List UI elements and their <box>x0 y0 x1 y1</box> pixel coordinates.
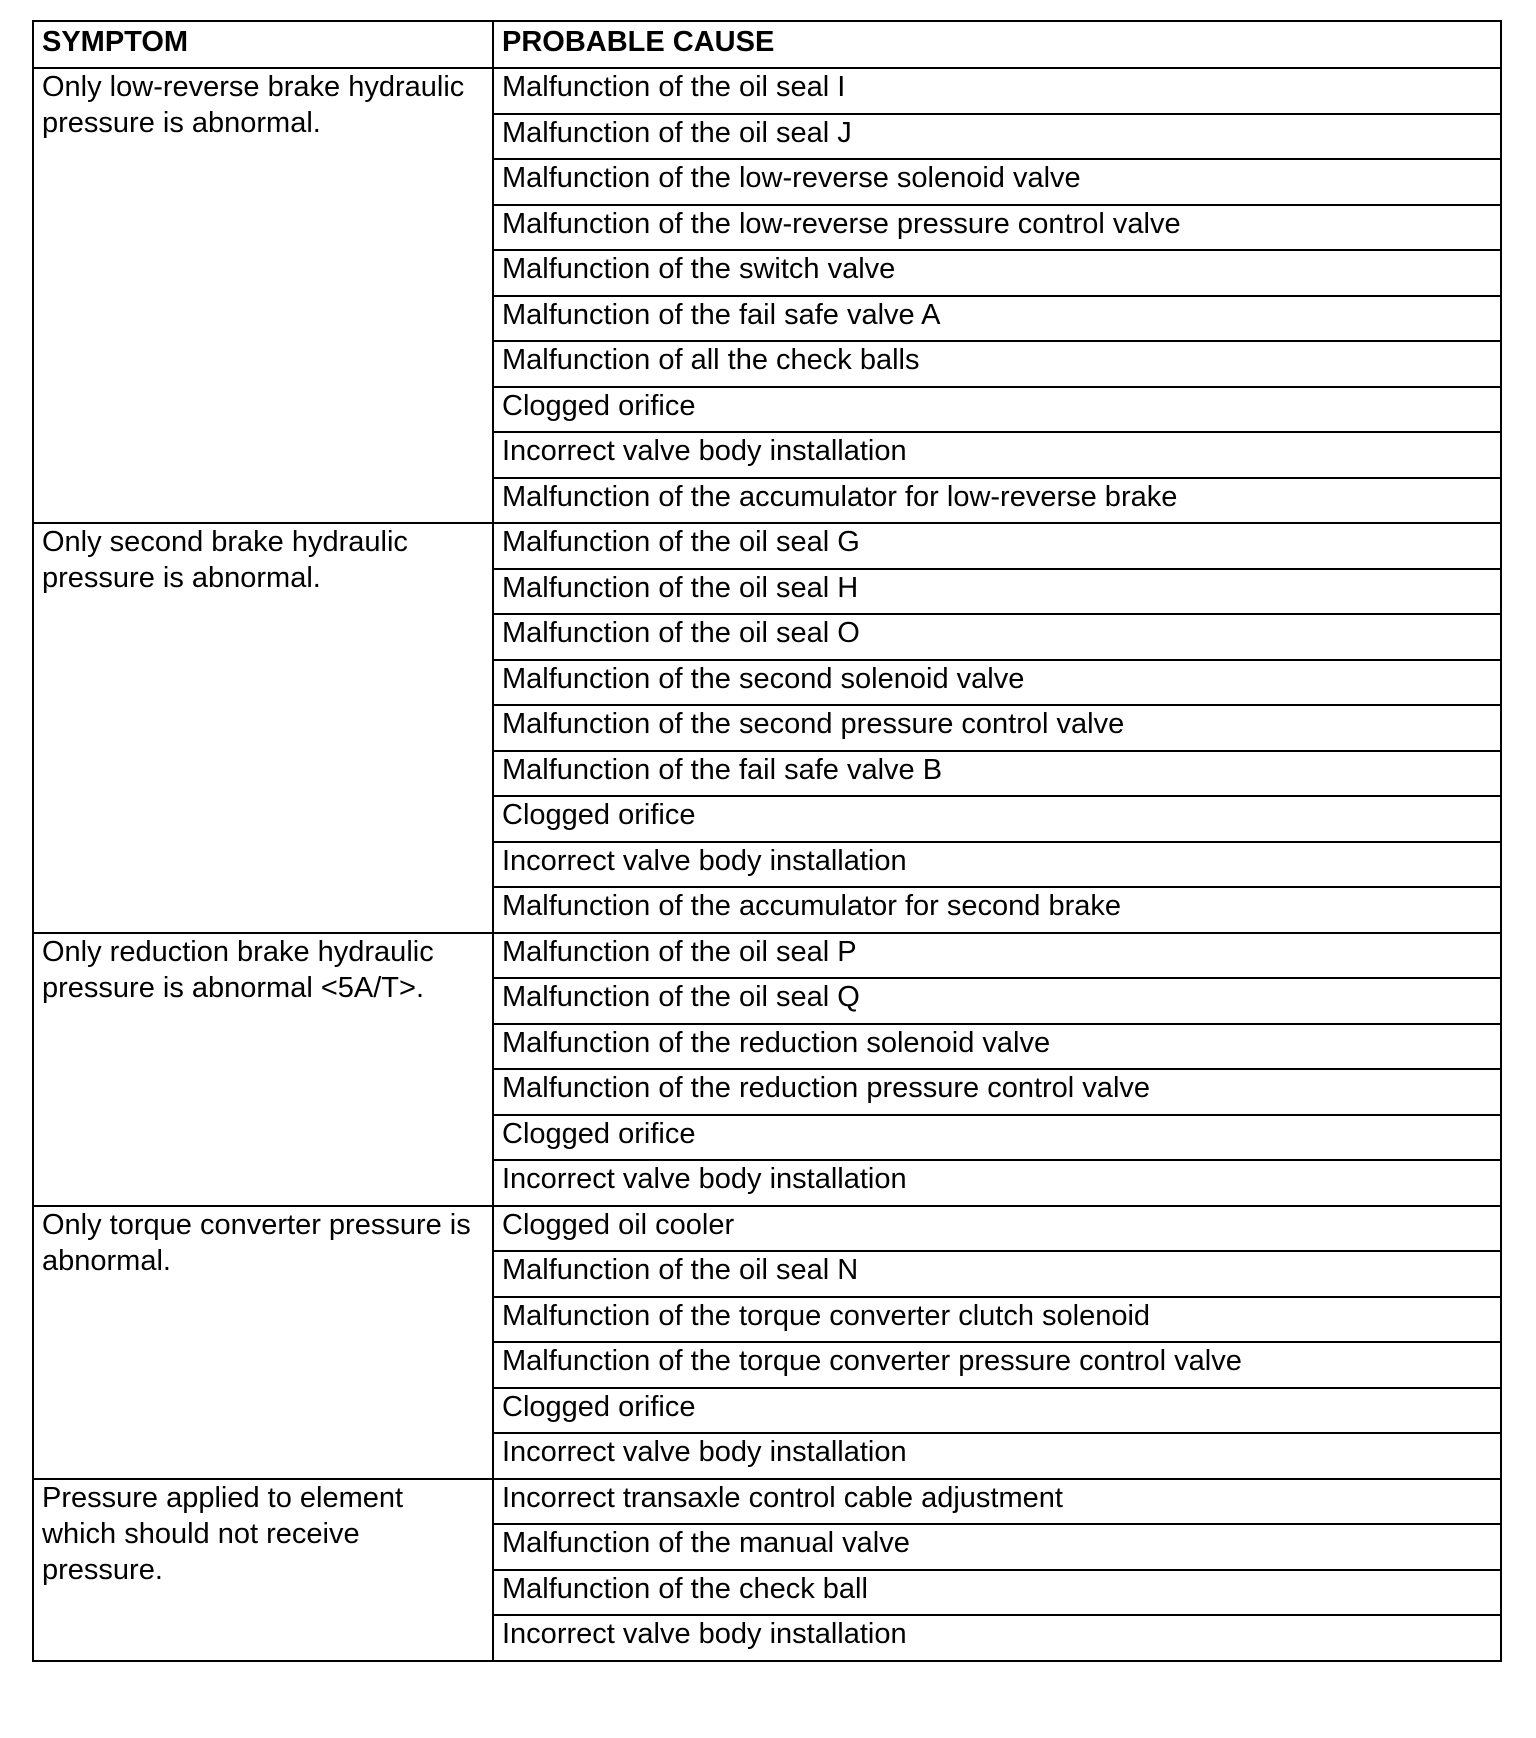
header-symptom: SYMPTOM <box>33 21 493 68</box>
table-row <box>33 1479 1501 1525</box>
symptom-cell: Pressure applied to element which should not receive pressure. <box>33 1479 493 1661</box>
symptom-cell: Only torque converter pressure is abnormal. <box>33 1206 493 1479</box>
probable-cause-cell: Malfunction of the accumulator for second brake <box>493 887 1501 933</box>
table-row <box>33 933 1501 979</box>
symptom-cell: Only reduction brake hydraulic pressure is abnormal <5A/T>. <box>33 933 493 1206</box>
probable-cause-cell: Malfunction of the torque converter clutch solenoid <box>493 1297 1501 1343</box>
probable-cause-cell: Incorrect valve body installation <box>493 1160 1501 1206</box>
probable-cause-cell: Incorrect valve body installation <box>493 842 1501 888</box>
probable-cause-cell: Malfunction of the oil seal P <box>493 933 1501 979</box>
probable-cause-cell: Incorrect valve body installation <box>493 1615 1501 1661</box>
probable-cause-cell: Incorrect valve body installation <box>493 1433 1501 1479</box>
table-row <box>33 523 1501 569</box>
probable-cause-cell: Malfunction of the torque converter pressure control valve <box>493 1342 1501 1388</box>
probable-cause-cell: Malfunction of the oil seal I <box>493 68 1501 114</box>
probable-cause-cell: Malfunction of the fail safe valve B <box>493 751 1501 797</box>
probable-cause-cell: Clogged orifice <box>493 796 1501 842</box>
probable-cause-cell: Malfunction of the oil seal H <box>493 569 1501 615</box>
probable-cause-cell: Incorrect valve body installation <box>493 432 1501 478</box>
probable-cause-cell: Malfunction of the second pressure control valve <box>493 705 1501 751</box>
probable-cause-cell: Clogged oil cooler <box>493 1206 1501 1252</box>
diagnosis-table <box>32 20 1502 1662</box>
table-row <box>33 1206 1501 1252</box>
symptom-cell: Only second brake hydraulic pressure is abnormal. <box>33 523 493 933</box>
probable-cause-cell: Malfunction of the reduction solenoid valve <box>493 1024 1501 1070</box>
table-body <box>33 68 1501 1661</box>
probable-cause-cell: Malfunction of all the check balls <box>493 341 1501 387</box>
probable-cause-cell: Malfunction of the oil seal O <box>493 614 1501 660</box>
probable-cause-cell: Malfunction of the second solenoid valve <box>493 660 1501 706</box>
probable-cause-cell: Malfunction of the oil seal Q <box>493 978 1501 1024</box>
probable-cause-cell: Malfunction of the fail safe valve A <box>493 296 1501 342</box>
probable-cause-cell: Malfunction of the check ball <box>493 1570 1501 1616</box>
probable-cause-cell: Malfunction of the low-reverse solenoid valve <box>493 159 1501 205</box>
probable-cause-cell: Malfunction of the reduction pressure control valve <box>493 1069 1501 1115</box>
probable-cause-cell: Malfunction of the low-reverse pressure control valve <box>493 205 1501 251</box>
probable-cause-cell: Clogged orifice <box>493 1115 1501 1161</box>
probable-cause-cell: Malfunction of the switch valve <box>493 250 1501 296</box>
probable-cause-cell: Malfunction of the manual valve <box>493 1524 1501 1570</box>
probable-cause-cell: Malfunction of the accumulator for low-reverse brake <box>493 478 1501 524</box>
header-row <box>33 21 1501 68</box>
probable-cause-cell: Malfunction of the oil seal N <box>493 1251 1501 1297</box>
probable-cause-cell: Clogged orifice <box>493 387 1501 433</box>
probable-cause-cell: Malfunction of the oil seal G <box>493 523 1501 569</box>
probable-cause-cell: Malfunction of the oil seal J <box>493 114 1501 160</box>
symptom-cell: Only low-reverse brake hydraulic pressure is abnormal. <box>33 68 493 523</box>
probable-cause-cell: Incorrect transaxle control cable adjustment <box>493 1479 1501 1525</box>
table-row <box>33 68 1501 114</box>
probable-cause-cell: Clogged orifice <box>493 1388 1501 1434</box>
header-probable-cause: PROBABLE CAUSE <box>493 21 1501 68</box>
